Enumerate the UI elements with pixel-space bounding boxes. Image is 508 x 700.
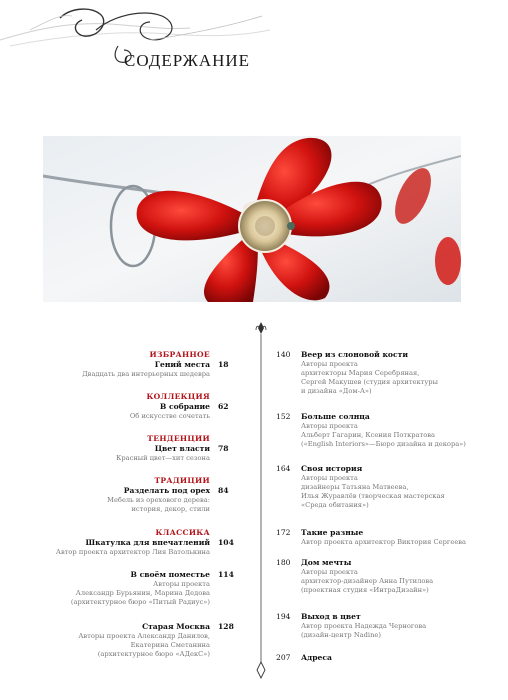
page-number: 114: [218, 570, 234, 579]
entry-subtitle: Авторы проекта: [301, 422, 358, 430]
entry-title: Цвет власти: [154, 444, 210, 453]
section-label: КОЛЛЕКЦИЯ: [146, 392, 210, 401]
entry-subtitle: Альберт Гагарин, Ксения Поткратова: [301, 431, 436, 439]
section-label: ТРАДИЦИИ: [154, 476, 210, 485]
entry-subtitle: Сергей Макушев (студия архитектуры: [301, 378, 438, 386]
entry-subtitle: (архитектурное бюро «АДекС»): [97, 650, 210, 658]
entry-subtitle: Автор проекта Надежда Черногова: [301, 622, 427, 630]
toc-entry[interactable]: [276, 350, 486, 396]
toc-entry[interactable]: [40, 570, 240, 607]
entry-title: Своя история: [301, 464, 363, 473]
section-label: ИЗБРАННОЕ: [149, 350, 210, 359]
page-number: 84: [218, 486, 229, 495]
entry-subtitle: и дизайна «Дом-А»): [301, 387, 372, 395]
hero-photo: [43, 136, 461, 302]
entry-subtitle: Авторы проекта: [301, 568, 358, 576]
page-number: 152: [276, 412, 291, 421]
page-number: 180: [276, 558, 291, 567]
toc-entry[interactable]: [276, 558, 486, 595]
entry-title: Такие разные: [301, 528, 364, 537]
toc-entry[interactable]: [276, 412, 486, 449]
entry-subtitle: дизайнеры Татьяна Матвеева,: [301, 483, 409, 491]
entry-subtitle: «Среда обитания»): [301, 501, 369, 509]
entry-title: Выход в цвет: [301, 612, 361, 621]
toc-entry[interactable]: [276, 464, 486, 510]
entry-title: В собрание: [159, 402, 210, 411]
toc-entry[interactable]: [40, 528, 240, 557]
entry-subtitle: Авторы проекта Александр Данилов,: [78, 632, 210, 640]
toc-entry[interactable]: [40, 434, 240, 463]
toc-entry[interactable]: [276, 653, 486, 663]
entry-subtitle: архитекторы Мария Серебряная,: [301, 369, 420, 377]
entry-title: Шкатулка для впечатлений: [85, 538, 210, 547]
entry-subtitle: Автор проекта архитектор Виктория Сергеева: [301, 538, 467, 546]
page-number: 172: [276, 528, 291, 537]
entry-title: Больше солнца: [301, 412, 370, 421]
entry-subtitle: история, декор, стили: [131, 505, 210, 513]
entry-title: Адреса: [301, 653, 332, 662]
toc-entry[interactable]: [40, 476, 240, 514]
entry-subtitle: Об искусстве сочетать: [129, 412, 210, 420]
toc-entry[interactable]: [276, 528, 486, 547]
entry-title: Старая Москва: [142, 622, 210, 631]
entry-subtitle: Авторы проекта: [301, 360, 358, 368]
page-number: 140: [276, 350, 291, 359]
entry-subtitle: Илья Журавлёв (творческая мастерская: [301, 492, 445, 500]
entry-title: Разделать под орех: [123, 486, 210, 495]
page-number: 104: [218, 538, 234, 547]
toc-entry[interactable]: [40, 622, 240, 659]
entry-subtitle: (проектная студия «ИнтраДизайн»): [301, 586, 429, 594]
toc-entry[interactable]: [40, 392, 240, 421]
page-number: 194: [276, 612, 291, 621]
entry-subtitle: Красный цвет—хит сезона: [116, 454, 210, 462]
entry-subtitle: Мебель из орехового дерева:: [107, 496, 210, 504]
page-title: СОДЕРЖАНИЕ: [124, 51, 251, 70]
entry-subtitle: архитектор-дизайнер Анна Путилова: [301, 577, 434, 585]
section-label: КЛАССИКА: [155, 528, 210, 537]
toc-entry[interactable]: [276, 612, 486, 640]
entry-title: В своём поместье: [130, 570, 210, 579]
entry-subtitle: Екатерина Сметанина: [130, 641, 210, 649]
entry-subtitle: (дизайн-центр Nadine): [301, 631, 381, 639]
entry-subtitle: Авторы проекта: [153, 580, 210, 588]
entry-subtitle: Двадцать два интерьерных шедевра: [82, 370, 210, 378]
page-number: 78: [218, 444, 229, 453]
page-number: 207: [276, 653, 291, 662]
entry-subtitle: Автор проекта архитектор Лия Ватолькина: [55, 548, 210, 556]
section-label: ТЕНДЕНЦИИ: [147, 434, 210, 443]
entry-title: Веер из слоновой кости: [301, 350, 408, 359]
toc-entry[interactable]: [40, 350, 240, 379]
page-number: 128: [218, 622, 234, 631]
entry-subtitle: («English Interiors»—Бюро дизайна и декора»): [301, 440, 466, 448]
entry-subtitle: Александр Бурьянин, Марина Дедова: [75, 589, 210, 597]
entry-subtitle: Авторы проекта: [301, 474, 358, 482]
entry-subtitle: (архитектурное бюро «Питый Радиус»): [70, 598, 210, 606]
page-number: 62: [218, 402, 229, 411]
entry-title: Гений места: [154, 360, 210, 369]
page-number: 164: [276, 464, 291, 473]
entry-title: Дом мечты: [301, 558, 352, 567]
center-divider-ornament-icon: [254, 320, 268, 680]
page-number: 18: [218, 360, 229, 369]
